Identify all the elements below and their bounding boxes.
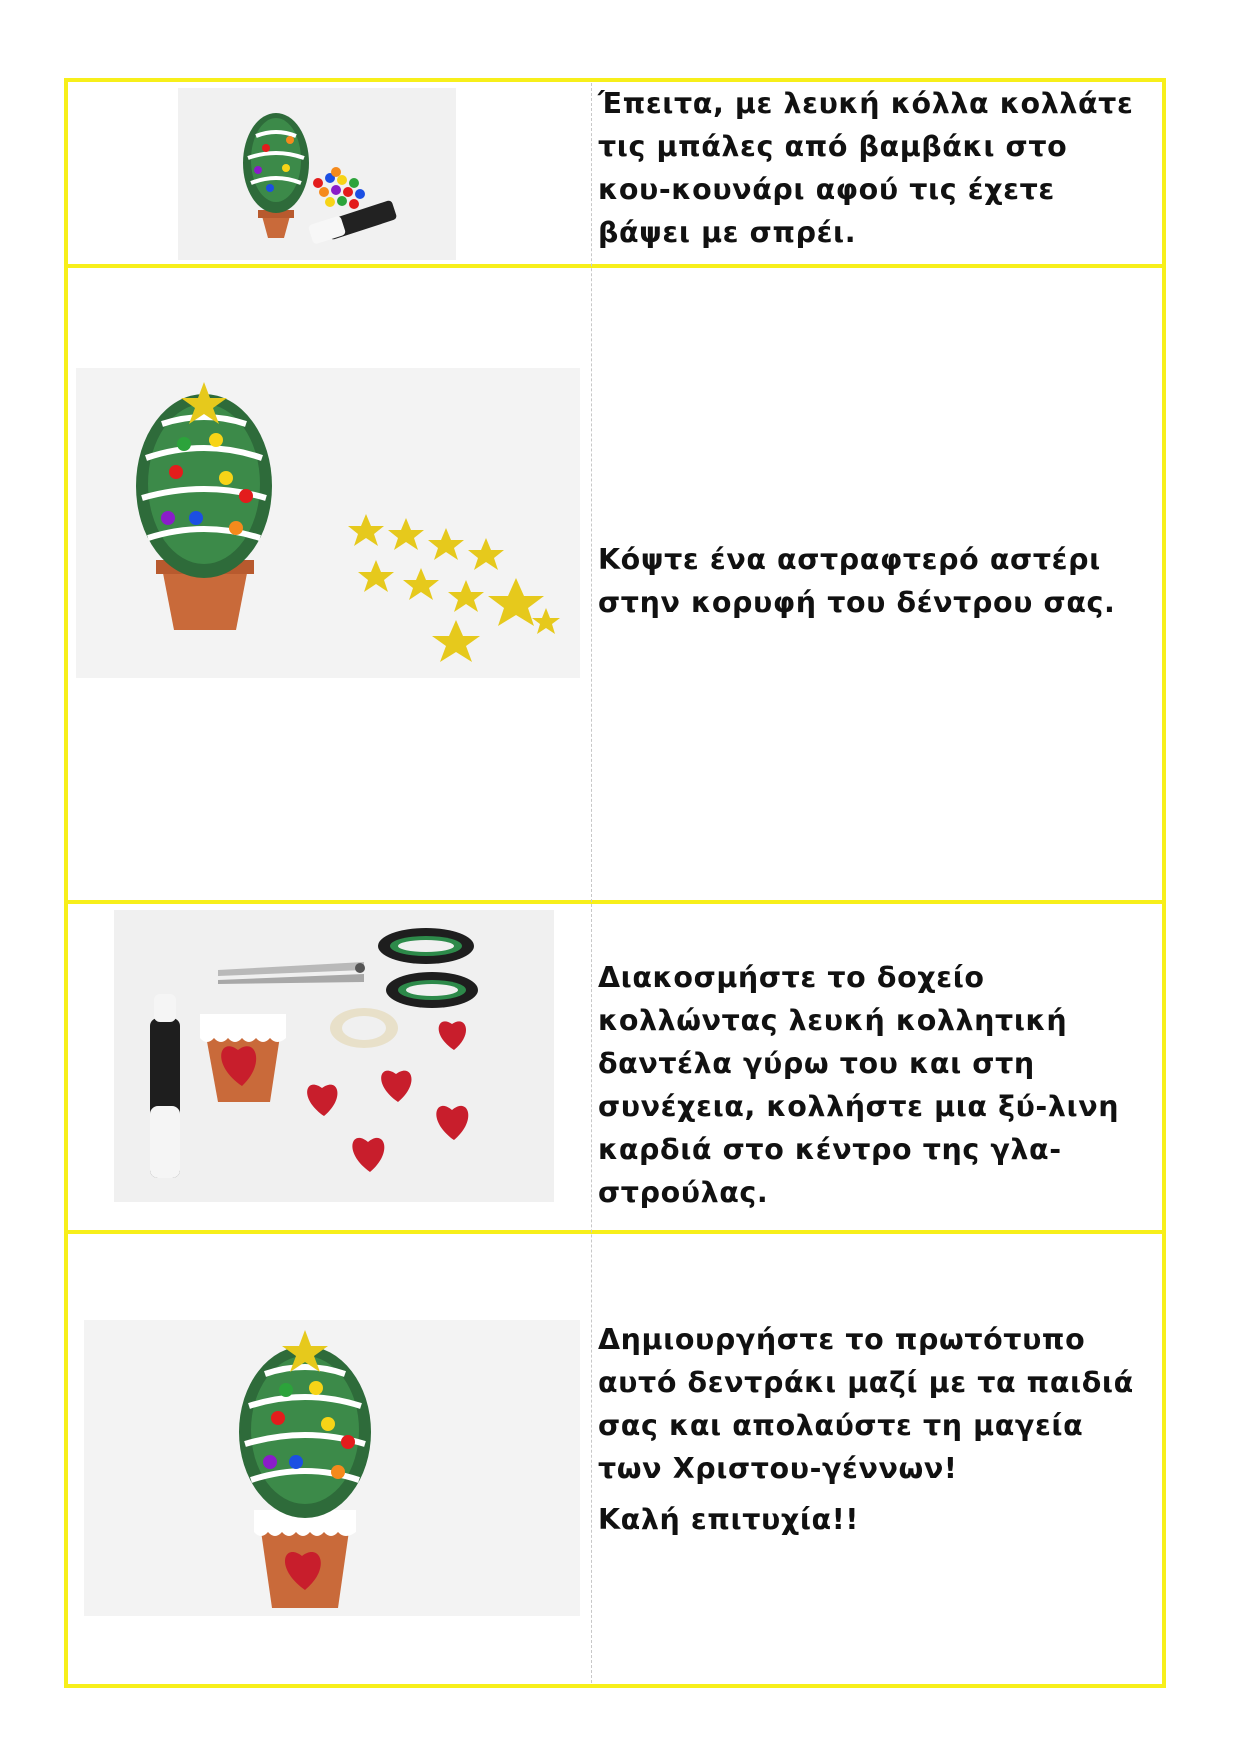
- instruction-sheet: [64, 78, 1166, 1688]
- closing-message: Καλή επιτυχία!!: [598, 1503, 859, 1536]
- step-4-paragraph: Δημιουργήστε το πρωτότυπο αυτό δεντράκι μαζί με τα παιδιά σας και απολαύστε τη μαγεία των Χριστου-γέννων!: [598, 1323, 1134, 1485]
- step-3-paragraph: Διακοσμήστε το δοχείο κολλώντας λευκή κολλητική δαντέλα γύρω του και στη συνέχεια, κολλήστε μια ξύ-λινη καρδιά στο κέντρο της γλα-στρούλας.: [598, 961, 1120, 1209]
- step-2-paragraph: Κόψτε ένα αστραφτερό αστέρι στην κορυφή του δέντρου σας.: [598, 543, 1116, 619]
- step-1-paragraph: Έπειτα, με λευκή κόλλα κολλάτε τις μπάλες από βαμβάκι στο κου-κουνάρι αφού τις έχετε βάψει με σπρέι.: [598, 87, 1134, 249]
- table-border: [64, 78, 1166, 1688]
